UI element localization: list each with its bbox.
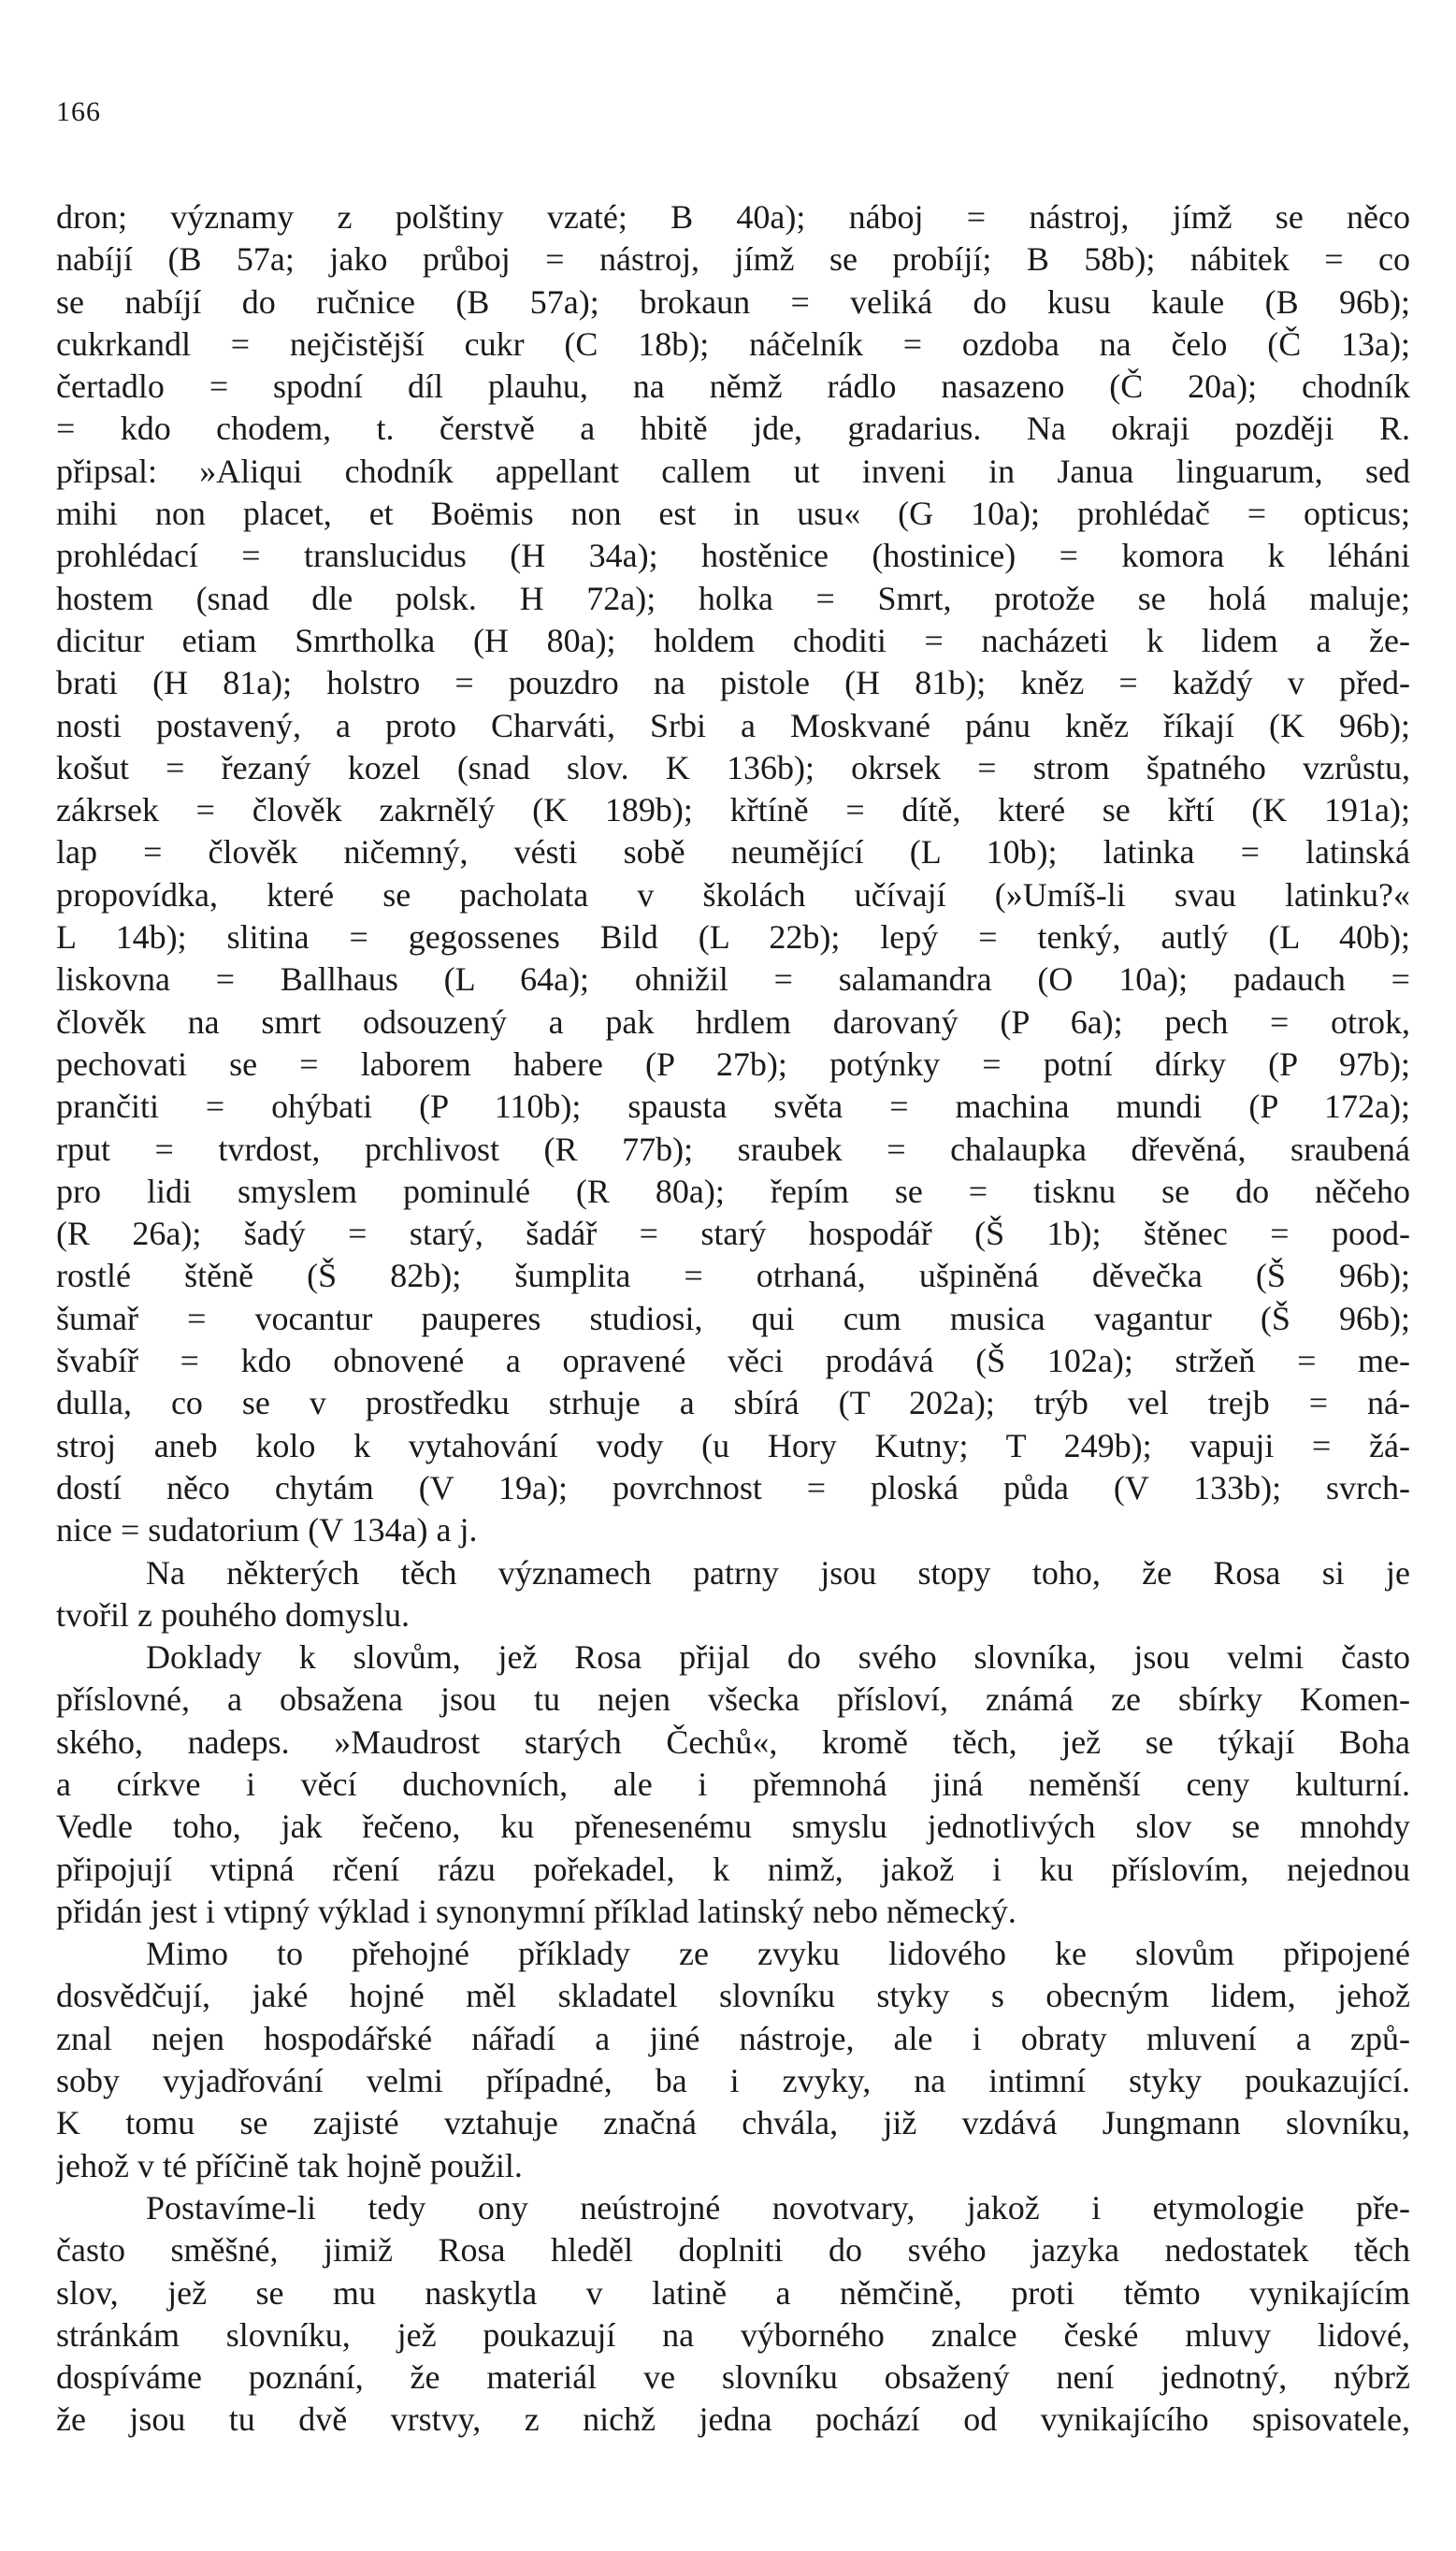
text-line: soby vyjadřování velmi případné, ba i zvyky, na intimní styky poukazující.: [56, 2062, 1410, 2100]
text-line: dosvědčují, jaké hojné měl skladatel slovníku styky s obecným lidem, jehož: [56, 1977, 1410, 2015]
text-line: připsal: »Aliqui chodník appellant callem ut inveni in Janua linguarum, sed: [56, 452, 1410, 490]
text-line: a církve i věcí duchovních, ale i přemnohá jiná neměnší ceny kulturní.: [56, 1765, 1410, 1803]
text-line: dulla, co se v prostředku strhuje a sbírá (T 202a); trýb vel trejb = ná-: [56, 1384, 1410, 1422]
text-line: ského, nadeps. »Maudrost starých Čechů«, kromě těch, jež se týkají Boha: [56, 1722, 1410, 1761]
text-line: zákrsek = člověk zakrnělý (K 189b); křtíně = dítě, které se křtí (K 191a);: [56, 791, 1410, 829]
text-line: se nabíjí do ručnice (B 57a); brokaun = veliká do kusu kaule (B 96b);: [56, 282, 1410, 321]
text-line: brati (H 81a); holstro = pouzdro na pistole (H 81b); kněz = každý v před-: [56, 664, 1410, 702]
text-line: stroj aneb kolo k vytahování vody (u Hory Kutny; T 249b); vapuji = žá-: [56, 1426, 1410, 1464]
text-line: slov, jež se mu naskytla v latině a němčině, proti těmto vynikajícím: [56, 2273, 1410, 2312]
text-line: dospíváme poznání, že materiál ve slovníku obsažený není jednotný, nýbrž: [56, 2358, 1410, 2397]
text-line: Doklady k slovům, jež Rosa přijal do svého slovníka, jsou velmi často: [146, 1638, 1410, 1677]
text-line: švabíř = kdo obnovené a opravené věci prodává (Š 102a); stržeň = me-: [56, 1342, 1410, 1380]
text-line: člověk na smrt odsouzený a pak hrdlem darovaný (P 6a); pech = otrok,: [56, 1002, 1410, 1041]
text-line: mihi non placet, et Boëmis non est in usu« (G 10a); prohlédač = opticus;: [56, 495, 1410, 533]
text-line: = kdo chodem, t. čerstvě a hbitě jde, gradarius. Na okraji později R.: [56, 410, 1410, 448]
text-line: cukrkandl = nejčistější cukr (C 18b); náčelník = ozdoba na čelo (Č 13a);: [56, 324, 1410, 363]
text-line: dron; významy z polštiny vzaté; B 40a); náboj = nástroj, jímž se něco: [56, 198, 1410, 236]
body-text: [56, 196, 1410, 2442]
text-line: často směšné, jimiž Rosa hleděl doplniti do svého jazyka nedostatek těch: [56, 2231, 1410, 2270]
text-line: dostí něco chytám (V 19a); povrchnost = ploská půda (V 133b); svrch-: [56, 1468, 1410, 1506]
text-line: (R 26a); šadý = starý, šadář = starý hospodář (Š 1b); štěnec = pood-: [56, 1215, 1410, 1253]
text-line: připojují vtipná rčení rázu pořekadel, k nimž, jakož i ku příslovím, nejednou: [56, 1850, 1410, 1888]
text-line: nice = sudatorium (V 134a) a j.: [56, 1511, 478, 1549]
text-line: liskovna = Ballhaus (L 64a); ohnižil = salamandra (O 10a); padauch =: [56, 960, 1410, 999]
text-line: K tomu se zajisté vztahuje značná chvála, již vzdává Jungmann slovníku,: [56, 2104, 1410, 2142]
text-line: košut = řezaný kozel (snad slov. K 136b); okrsek = strom špatného vzrůstu,: [56, 748, 1410, 786]
text-line: rostlé štěně (Š 82b); šumplita = otrhaná, ušpiněná děvečka (Š 96b);: [56, 1257, 1410, 1295]
text-line: rput = tvrdost, prchlivost (R 77b); sraubek = chalaupka dřevěná, sraubená: [56, 1130, 1410, 1168]
text-line: jehož v té příčině tak hojně použil.: [56, 2146, 523, 2184]
text-line: nabíjí (B 57a; jako průboj = nástroj, jímž se probíjí; B 58b); nábitek = co: [56, 240, 1410, 279]
text-line: Mimo to přehojné příklady ze zvyku lidového ke slovům připojené: [146, 1935, 1410, 1973]
text-line: prohlédací = translucidus (H 34a); hostěnice (hostinice) = komora k léháni: [56, 537, 1410, 575]
text-line: prančiti = ohýbati (P 110b); spausta světa = machina mundi (P 172a);: [56, 1088, 1410, 1126]
page-number: 166: [56, 96, 101, 127]
text-line: dicitur etiam Smrtholka (H 80a); holdem choditi = nacházeti k lidem a že-: [56, 621, 1410, 659]
text-line: lap = člověk ničemný, vésti sobě neumějící (L 10b); latinka = latinská: [56, 833, 1410, 872]
text-line: Na některých těch významech patrny jsou stopy toho, že Rosa si je: [146, 1553, 1410, 1592]
text-line: propovídka, které se pacholata v školách učívají (»Umíš-li svau latinku?«: [56, 875, 1410, 914]
text-line: nosti postavený, a proto Charváti, Srbi a Moskvané pánu kněz říkají (K 96b);: [56, 706, 1410, 744]
text-line: čertadlo = spodní díl plauhu, na němž rádlo nasazeno (Č 20a); chodník: [56, 368, 1410, 406]
text-line: znal nejen hospodářské nářadí a jiné nástroje, ale i obraty mluvení a způ-: [56, 2019, 1410, 2057]
text-line: Vedle toho, jak řečeno, ku přenesenému smyslu jednotlivých slov se mnohdy: [56, 1808, 1410, 1846]
text-line: hostem (snad dle polsk. H 72a); holka = Smrt, protože se holá maluje;: [56, 579, 1410, 617]
text-line: šumař = vocantur pauperes studiosi, qui cum musica vagantur (Š 96b);: [56, 1299, 1410, 1337]
text-line: stránkám slovníku, jež poukazují na výborného znalce české mluvy lidové,: [56, 2315, 1410, 2354]
text-line: pechovati se = laborem habere (P 27b); potýnky = potní dírky (P 97b);: [56, 1045, 1410, 1083]
text-line: příslovné, a obsažena jsou tu nejen všecka přísloví, známá ze sbírky Komen-: [56, 1680, 1410, 1719]
text-line: Postavíme-li tedy ony neústrojné novotvary, jakož i etymologie pře-: [146, 2188, 1410, 2227]
text-line: pro lidi smyslem pominulé (R 80a); řepím se = tisknu se do něčeho: [56, 1172, 1410, 1210]
text-line: přidán jest i vtipný výklad i synonymní příklad latinský nebo německý.: [56, 1892, 1016, 1930]
text-line: že jsou tu dvě vrstvy, z nichž jedna pochází od vynikajícího spisovatele,: [56, 2400, 1410, 2439]
text-line: tvořil z pouhého domyslu.: [56, 1595, 410, 1634]
text-line: L 14b); slitina = gegossenes Bild (L 22b); lepý = tenký, autlý (L 40b);: [56, 918, 1410, 957]
